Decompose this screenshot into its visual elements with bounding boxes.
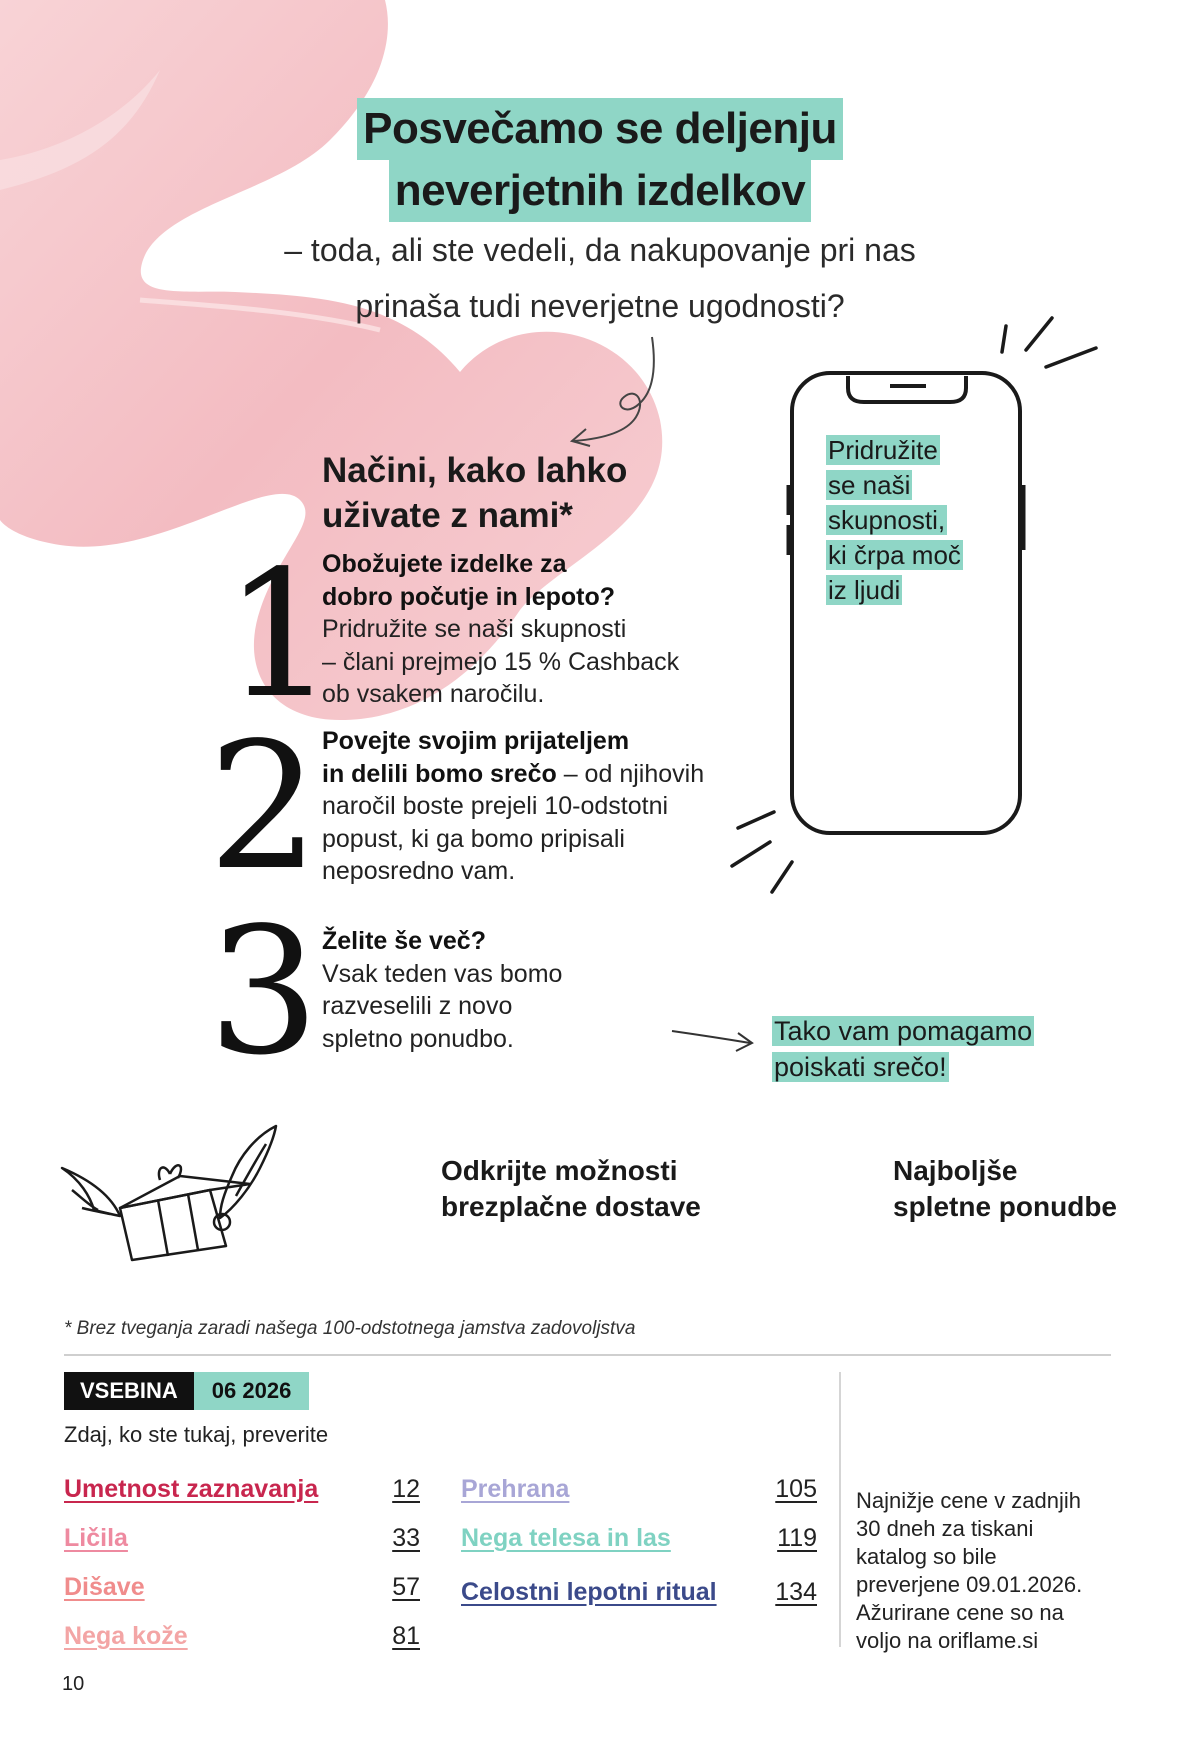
step-number-2: 2 [208,706,320,909]
ways-title-line-1: Načini, kako lahko [322,451,628,490]
price-note-line-3: katalog so bile [856,1544,997,1569]
price-note [856,1487,1106,1655]
curly-arrow-icon [560,335,670,450]
step-3-line-1: Vsak teden vas bomo [322,959,563,988]
step-number-1: 1 [224,534,336,737]
free-shipping-feature [441,1153,701,1225]
arrow-right-icon [670,1025,760,1055]
step-3-text [322,925,722,1055]
phone-line-2: se naši [828,470,911,500]
toc-link-celostni-lepotni-ritual[interactable]: Celostni lepotni ritual [461,1578,717,1606]
phone-line-5: iz ljudi [828,575,901,605]
step-2-line-1-tail: – od njihovih [556,759,705,788]
toc-page-disave[interactable]: 57 [392,1573,420,1601]
free-shipping-line-2: brezplačne dostave [441,1191,701,1222]
contents-subtitle: Zdaj, ko ste tukaj, preverite [64,1422,329,1447]
step-number-3: 3 [208,891,320,1094]
subheadline-line-2: prinaša tudi neverjetne ugodnosti? [355,288,845,324]
step-3-bold-1: Želite še več? [322,927,486,955]
help-callout [772,1013,1072,1085]
best-offers-line-2: spletne ponudbe [893,1191,1117,1222]
step-1-bold-1: Obožujete izdelke za [322,550,567,578]
toc-page-licila[interactable]: 33 [392,1524,420,1552]
toc-page-nega-telesa-in-las[interactable]: 119 [777,1524,817,1552]
contents-badge [64,1372,309,1410]
toc-link-disave[interactable]: Dišave [64,1573,145,1601]
contents-badge-issue: 06 2026 [194,1372,310,1410]
phone-screen-text [826,433,986,608]
phone-line-4: ki črpa moč [828,540,961,570]
step-3-line-3: spletno ponudbo. [322,1024,514,1053]
toc-link-licila[interactable]: Ličila [64,1524,128,1552]
footnote: * Brez tveganja zaradi našega 100-odstotnega jamstva zadovoljstva [64,1318,636,1339]
step-1-line-3: ob vsakem naročilu. [322,680,545,708]
vertical-divider [839,1372,841,1647]
headline-line-1: Posvečamo se deljenju [357,98,843,160]
toc-page-nega-koze[interactable]: 81 [392,1622,420,1650]
price-note-line-2: 30 dneh za tiskani [856,1516,1034,1541]
toc-page-umetnost-zaznavanja[interactable]: 12 [392,1475,420,1503]
toc-page-celostni-lepotni-ritual[interactable]: 134 [775,1578,817,1606]
price-note-line-6: voljo na oriflame.si [856,1628,1039,1653]
help-line-2: poiskati srečo! [774,1052,947,1082]
best-offers-feature [893,1153,1117,1225]
best-offers-line-1: Najboljše [893,1155,1018,1186]
price-note-line-1: Najnižje cene v zadnjih [856,1488,1082,1513]
step-1-line-1: Pridružite se naši skupnosti [322,615,627,643]
phone-line-1: Pridružite [828,435,938,465]
page-number: 10 [62,1673,85,1695]
step-2-line-4: neposredno vam. [322,857,516,885]
toc-page-prehrana[interactable]: 105 [775,1475,817,1503]
headline [0,98,1200,222]
step-2-line-3: popust, ki ga bomo pripisali [322,824,625,853]
step-3-line-2: razveselili z novo [322,992,513,1020]
price-note-line-4: preverjene 09.01.2026. [856,1572,1083,1597]
toc-link-prehrana[interactable]: Prehrana [461,1475,570,1503]
toc-link-umetnost-zaznavanja[interactable]: Umetnost zaznavanja [64,1475,319,1503]
step-2-line-2: naročil boste prejeli 10-odstotni [322,792,669,820]
toc-link-nega-koze[interactable]: Nega kože [64,1622,188,1650]
free-shipping-line-1: Odkrijte možnosti [441,1155,678,1186]
divider [64,1354,1111,1356]
step-2-bold-2: in delili bomo srečo [322,759,557,788]
step-1-text [322,548,722,711]
contents-badge-label: VSEBINA [64,1372,194,1410]
help-line-1: Tako vam pomagamo [774,1016,1033,1046]
step-1-line-2: – člani prejmejo 15 % Cashback [322,647,680,676]
phone-line-3: skupnosti, [828,505,946,535]
ways-title-line-2: uživate z nami* [322,496,573,535]
winged-gift-box-icon [60,1118,280,1268]
price-note-line-5: Ažurirane cene so na [856,1600,1064,1625]
subheadline-line-1: – toda, ali ste vedeli, da nakupovanje pri nas [284,232,916,268]
step-2-text [322,725,742,888]
toc-link-nega-telesa-in-las[interactable]: Nega telesa in las [461,1524,671,1552]
step-1-bold-2: dobro počutje in lepoto? [322,582,616,611]
headline-line-2: neverjetnih izdelkov [389,160,812,222]
step-2-bold-1: Povejte svojim prijateljem [322,727,630,755]
ways-title [322,448,627,538]
